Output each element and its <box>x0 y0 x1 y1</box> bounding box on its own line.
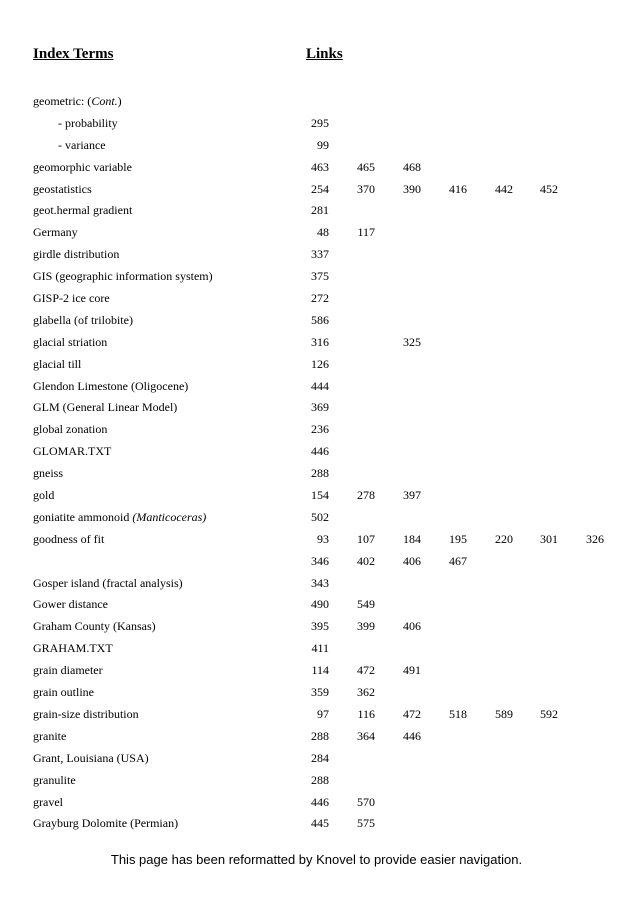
index-term: GISP-2 ice core <box>33 291 110 306</box>
index-term: gneiss <box>33 466 63 481</box>
index-entry-row <box>0 507 633 529</box>
index-term: geomorphic variable <box>33 159 132 174</box>
index-term: Graham County (Kansas) <box>33 619 156 634</box>
index-entry-row <box>0 179 633 201</box>
index-entry-row <box>0 288 633 310</box>
page-link[interactable]: 254 <box>311 181 329 196</box>
page-link[interactable]: 589 <box>495 706 513 721</box>
page-link[interactable]: 472 <box>357 663 375 678</box>
index-term: granulite <box>33 772 76 787</box>
page-link[interactable]: 278 <box>357 488 375 503</box>
index-entry-row <box>0 594 633 616</box>
page-link[interactable]: 116 <box>357 706 375 721</box>
page-link[interactable]: 343 <box>311 575 329 590</box>
index-term: girdle distribution <box>33 247 120 262</box>
index-entry-row <box>0 135 633 157</box>
index-entry-row <box>0 441 633 463</box>
page-link[interactable]: 99 <box>317 137 329 152</box>
index-term: GRAHAM.TXT <box>33 641 113 656</box>
index-term: GIS (geographic information system) <box>33 269 213 284</box>
index-entry-row <box>0 573 633 595</box>
page-link[interactable]: 472 <box>403 706 421 721</box>
index-term: Germany <box>33 225 78 240</box>
index-entry-row <box>0 792 633 814</box>
index-term: gravel <box>33 794 63 809</box>
index-term: - probability <box>58 115 118 130</box>
index-term: glabella (of trilobite) <box>33 312 133 327</box>
page-link[interactable]: 114 <box>311 663 329 678</box>
page-link[interactable]: 236 <box>311 422 329 437</box>
index-entry-row <box>0 616 633 638</box>
index-term: Gosper island (fractal analysis) <box>33 575 183 590</box>
page-link[interactable]: 316 <box>311 334 329 349</box>
index-entry-row <box>0 91 633 113</box>
page-link[interactable]: 416 <box>449 181 467 196</box>
index-term: GLOMAR.TXT <box>33 444 112 459</box>
page-link[interactable]: 468 <box>403 159 421 174</box>
index-entry-row <box>0 704 633 726</box>
page-link[interactable]: 184 <box>403 531 421 546</box>
index-entry-row <box>0 244 633 266</box>
index-entry-row <box>0 397 633 419</box>
index-term: geometric: (Cont.) <box>33 94 122 108</box>
index-entry-row <box>0 332 633 354</box>
page-link[interactable]: 490 <box>311 597 329 612</box>
page-link[interactable]: 570 <box>357 794 375 809</box>
index-terms-heading: Index Terms <box>33 46 114 62</box>
page-link[interactable]: 364 <box>357 728 375 743</box>
page-link[interactable]: 97 <box>317 706 329 721</box>
page-link[interactable]: 337 <box>311 247 329 262</box>
index-entry-row <box>0 485 633 507</box>
page-link[interactable]: 549 <box>357 597 375 612</box>
page-link[interactable]: 446 <box>311 794 329 809</box>
page-link[interactable]: 362 <box>357 685 375 700</box>
page-link[interactable]: 325 <box>403 334 421 349</box>
page-link[interactable]: 288 <box>311 728 329 743</box>
page-link[interactable]: 575 <box>357 816 375 831</box>
page-link[interactable]: 195 <box>449 531 467 546</box>
page-link[interactable]: 154 <box>311 488 329 503</box>
index-term: geostatistics <box>33 181 92 196</box>
index-entry-row <box>0 682 633 704</box>
index-entry-row <box>0 376 633 398</box>
index-term: Grayburg Dolomite (Permian) <box>33 816 179 831</box>
page-link[interactable]: 369 <box>311 400 329 415</box>
page-link[interactable]: 284 <box>311 750 329 765</box>
index-entries <box>0 91 633 835</box>
page-link[interactable]: 446 <box>403 728 421 743</box>
index-term: granite <box>33 728 67 743</box>
page-link[interactable]: 346 <box>311 553 329 568</box>
index-term: glacial striation <box>33 334 108 349</box>
page-link[interactable]: 399 <box>357 619 375 634</box>
page-link[interactable]: 288 <box>311 466 329 481</box>
index-entry-row <box>0 660 633 682</box>
page-link[interactable]: 411 <box>311 641 329 656</box>
page-link[interactable]: 375 <box>311 269 329 284</box>
index-term: Glendon Limestone (Oligocene) <box>33 378 189 393</box>
links-heading: Links <box>306 46 343 62</box>
index-term: glacial till <box>33 356 82 371</box>
index-entry-row <box>0 813 633 835</box>
page-link[interactable]: 452 <box>540 181 558 196</box>
page-link[interactable]: 326 <box>586 531 604 546</box>
page-link[interactable]: 442 <box>495 181 513 196</box>
page-link[interactable]: 281 <box>311 203 329 218</box>
page-link[interactable]: 406 <box>403 619 421 634</box>
page-link[interactable]: 397 <box>403 488 421 503</box>
page-link[interactable]: 117 <box>357 225 375 240</box>
index-term: - variance <box>58 137 106 152</box>
index-term: goodness of fit <box>33 531 105 546</box>
index-term: gold <box>33 488 55 503</box>
page-link[interactable]: 390 <box>403 181 421 196</box>
index-term: Gower distance <box>33 597 108 612</box>
page-link[interactable]: 402 <box>357 553 375 568</box>
page-link[interactable]: 518 <box>449 706 467 721</box>
page-link[interactable]: 465 <box>357 159 375 174</box>
page-link[interactable]: 301 <box>540 531 558 546</box>
page-link[interactable]: 502 <box>311 509 329 524</box>
page-link[interactable]: 463 <box>311 159 329 174</box>
index-entry-row <box>0 529 633 551</box>
page-link[interactable]: 48 <box>317 225 329 240</box>
page-link[interactable]: 491 <box>403 663 421 678</box>
page-link[interactable]: 586 <box>311 312 329 327</box>
page-link[interactable]: 444 <box>311 378 329 393</box>
index-entry-row <box>0 113 633 135</box>
index-term: global zonation <box>33 422 108 437</box>
index-entry-row <box>0 310 633 332</box>
index-term: grain-size distribution <box>33 706 139 721</box>
index-entry-row <box>0 222 633 244</box>
page-link[interactable]: 406 <box>403 553 421 568</box>
index-entry-row <box>0 266 633 288</box>
page-link[interactable]: 107 <box>357 531 375 546</box>
index-term: goniatite ammonoid (Manticoceras) <box>33 509 207 524</box>
page-link[interactable]: 93 <box>317 531 329 546</box>
index-entry-row <box>0 157 633 179</box>
index-term: geot.hermal gradient <box>33 203 133 218</box>
page-link[interactable]: 295 <box>311 115 329 130</box>
index-entry-row <box>0 354 633 376</box>
index-term: grain outline <box>33 685 94 700</box>
index-term: grain diameter <box>33 663 103 678</box>
index-term: Grant, Louisiana (USA) <box>33 750 149 765</box>
index-entry-row <box>0 748 633 770</box>
page-link[interactable]: 126 <box>311 356 329 371</box>
index-term: GLM (General Linear Model) <box>33 400 178 415</box>
index-entry-row <box>0 726 633 748</box>
page-link[interactable]: 446 <box>311 444 329 459</box>
page-link[interactable]: 272 <box>311 291 329 306</box>
index-entry-row <box>0 770 633 792</box>
index-entry-row <box>0 638 633 660</box>
page-link[interactable]: 445 <box>311 816 329 831</box>
page-link[interactable]: 220 <box>495 531 513 546</box>
page-link[interactable]: 395 <box>311 619 329 634</box>
knovel-footer-note: This page has been reformatted by Knovel to provide easier navigation. <box>110 852 523 867</box>
page-link[interactable]: 592 <box>540 706 558 721</box>
index-entry-row <box>0 200 633 222</box>
index-entry-row <box>0 463 633 485</box>
page-link[interactable]: 288 <box>311 772 329 787</box>
page-link[interactable]: 467 <box>449 553 467 568</box>
index-entry-row <box>0 551 633 573</box>
page-link[interactable]: 370 <box>357 181 375 196</box>
page-link[interactable]: 359 <box>311 685 329 700</box>
index-entry-row <box>0 419 633 441</box>
